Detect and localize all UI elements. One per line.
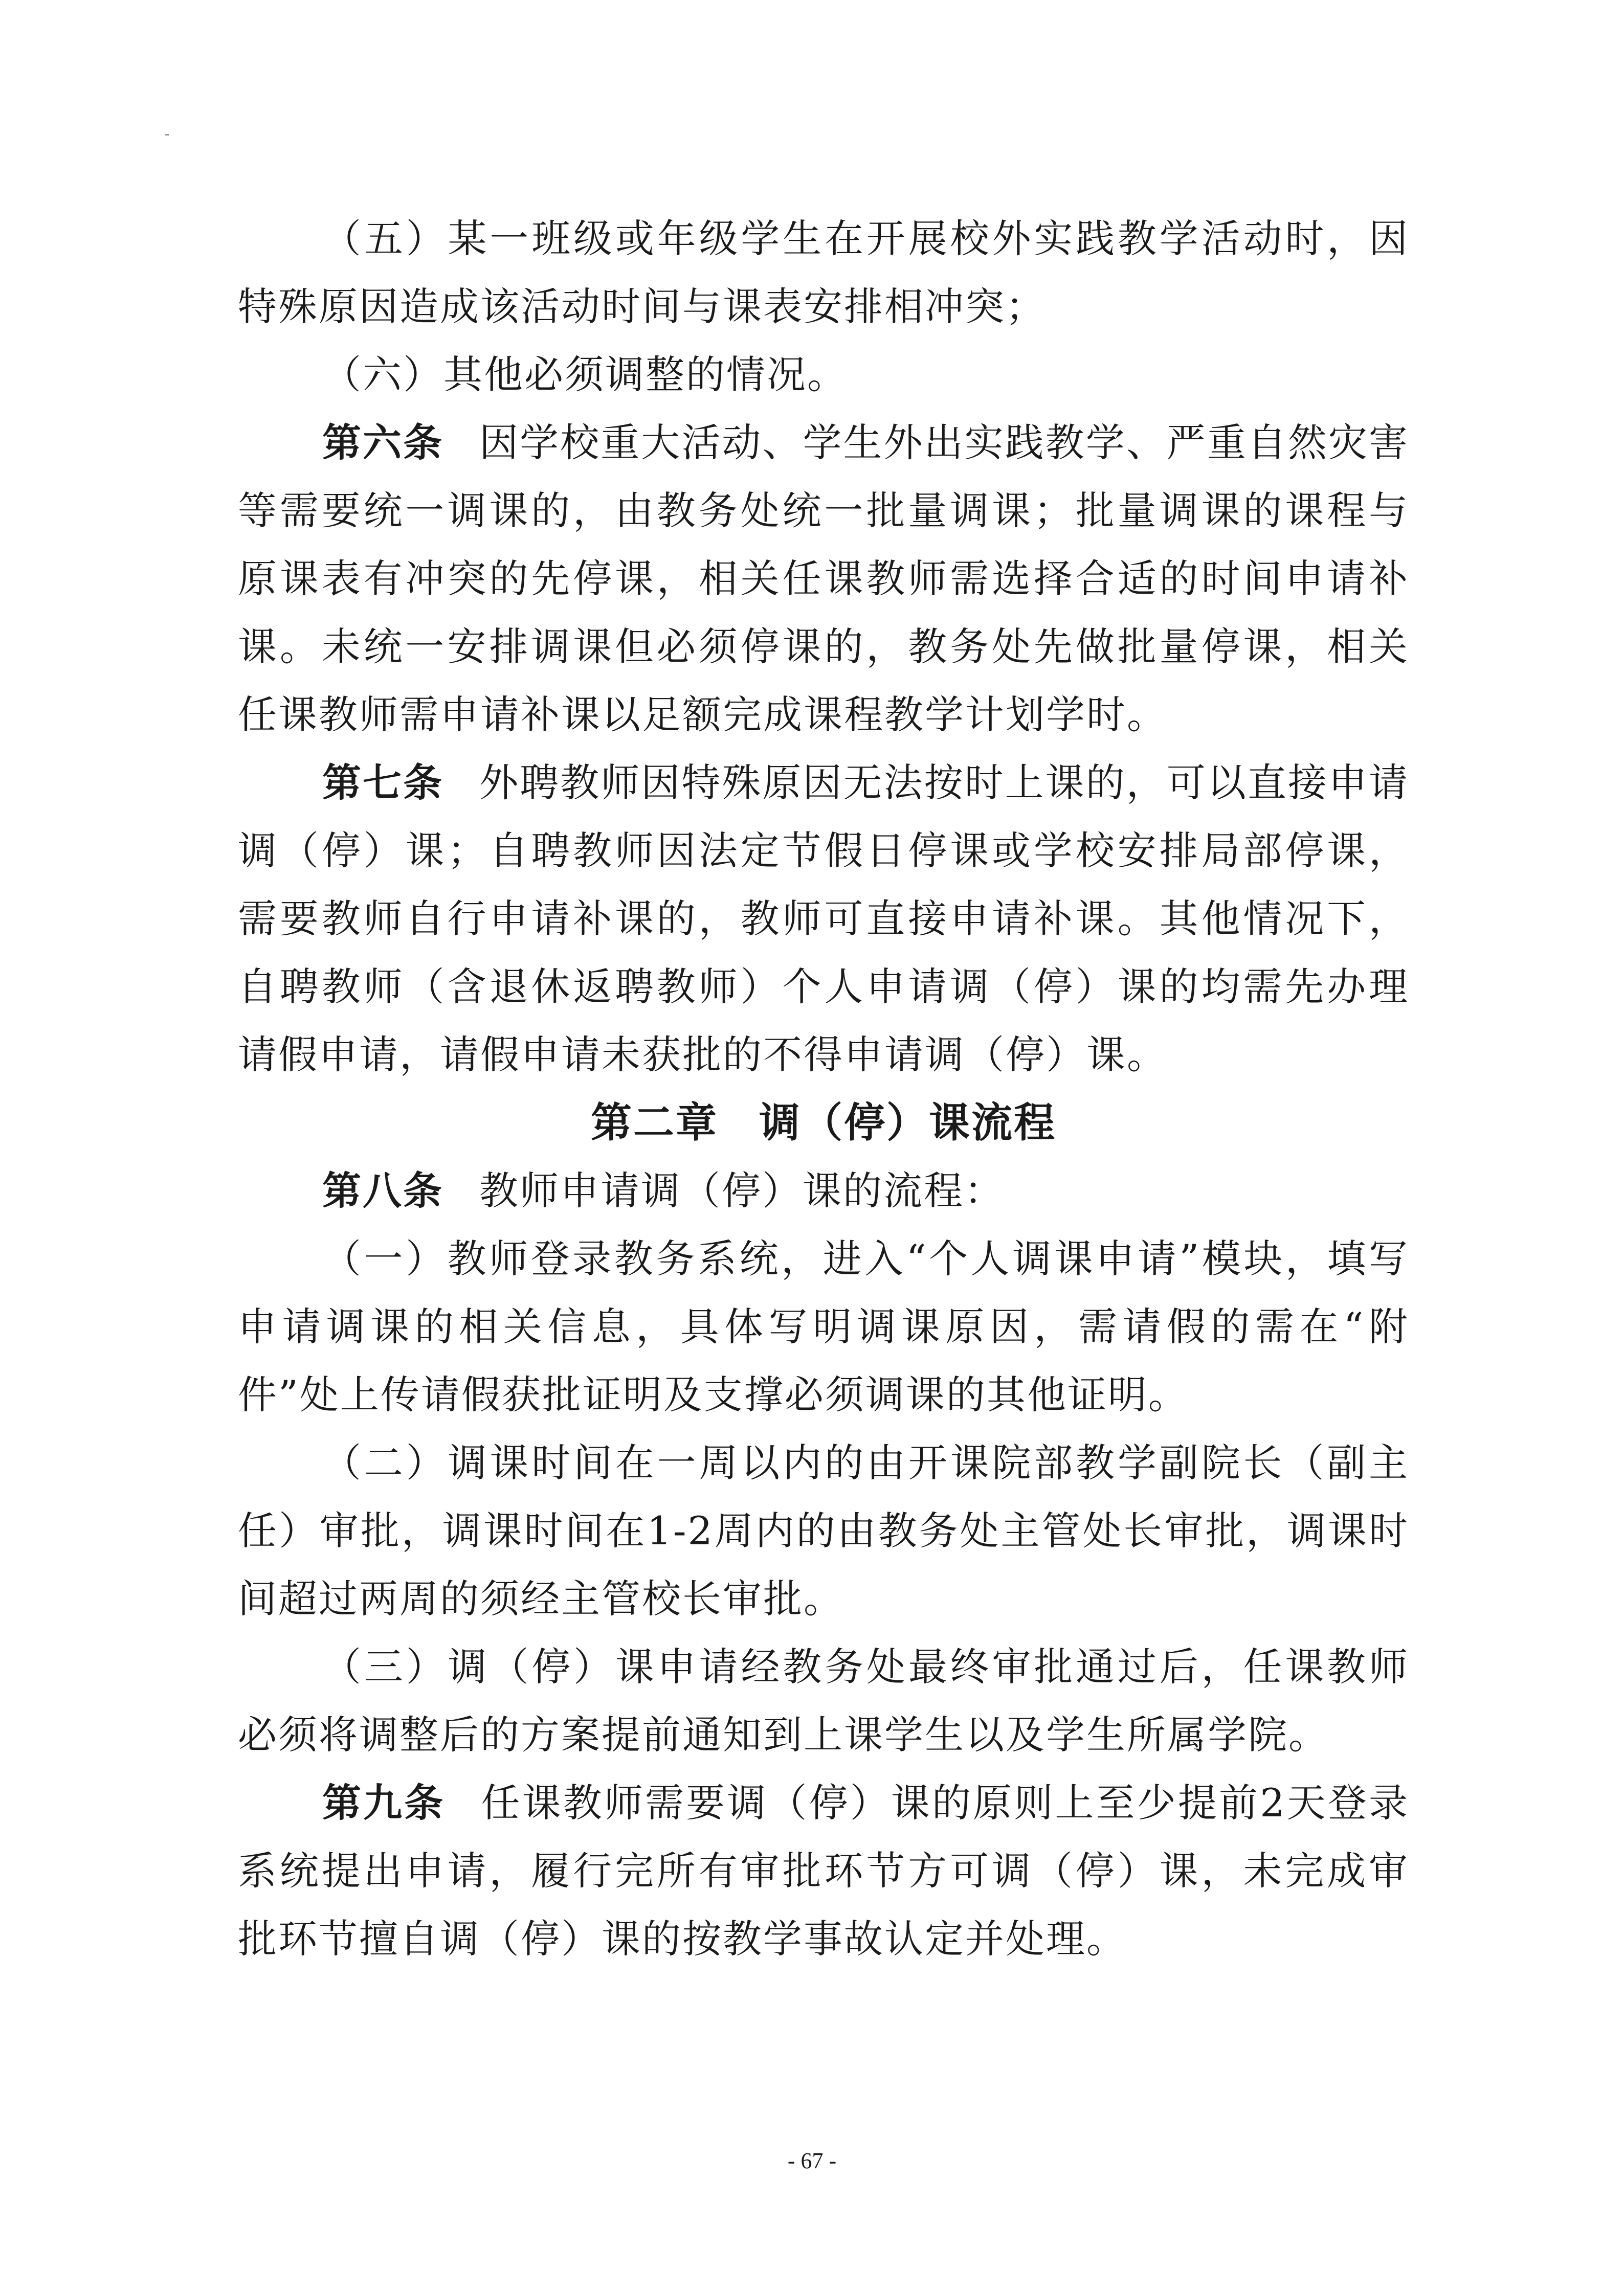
item-paragraph: （二）调课时间在一周以内的由开课院部教学副院长（副主任）审批，调课时间在1-2周内的由教务处主管处长审批，调课时间超过两周的须经主管校长审批。 [238, 1440, 1409, 1622]
item-paragraph: （三）调（停）课申请经教务处最终审批通过后，任课教师必须将调整后的方案提前通知到上课学生以及学生所属学院。 [238, 1644, 1409, 1758]
article-text: 任课教师需要调（停）课的原则上至少提前2天登录系统提出申请，履行完所有审批环节方可调（停）课，未完成审批环节擅自调（停）课的按教学事故认定并处理。 [238, 1780, 1409, 1962]
article-text: 教师申请调（停）课的流程： [479, 1168, 1005, 1213]
article-label: 第七条 [322, 760, 444, 805]
document-body [238, 205, 1409, 1973]
article-label: 第八条 [322, 1168, 443, 1213]
item-paragraph: （五）某一班级或年级学生在开展校外实践教学活动时，因特殊原因造成该活动时间与课表安排相冲突； [238, 216, 1409, 329]
article-text: 因学校重大活动、学生外出实践教学、严重自然灾害等需要统一调课的，由教务处统一批量调课；批量调课的课程与原课表有冲突的先停课，相关任课教师需选择合适的时间申请补课。未统一安排调课但必须停课的，教务处先做批量停课，相关任课教师需申请补课以足额完成课程教学计划学时。 [238, 420, 1410, 737]
chapter-label: 第二章 [591, 1098, 718, 1146]
article-label: 第九条 [322, 1780, 446, 1826]
scan-mark [165, 134, 169, 136]
chapter-heading [238, 1089, 1409, 1157]
article-paragraph [238, 1769, 1409, 1973]
page-number: - 67 - [787, 2148, 837, 2173]
article-paragraph [238, 1157, 1409, 1225]
item-paragraph: （六）其他必须调整的情况。 [322, 352, 848, 397]
chapter-title: 调（停）课流程 [759, 1098, 1056, 1146]
article-label: 第六条 [322, 420, 444, 465]
article-paragraph [238, 749, 1409, 1089]
article-paragraph [238, 409, 1409, 749]
item-paragraph: （一）教师登录教务系统，进入“个人调课申请”模块，填写申请调课的相关信息，具体写明调课原因，需请假的需在“附件”处上传请假获批证明及支撑必须调课的其他证明。 [238, 1236, 1409, 1417]
article-text: 外聘教师因特殊原因无法按时上课的，可以直接申请调（停）课；自聘教师因法定节假日停课或学校安排局部停课，需要教师自行申请补课的，教师可直接申请补课。其他情况下，自聘教师（含退休返聘教师）个人申请调（停）课的均需先办理请假申请，请假申请未获批的不得申请调（停）课。 [238, 760, 1410, 1077]
